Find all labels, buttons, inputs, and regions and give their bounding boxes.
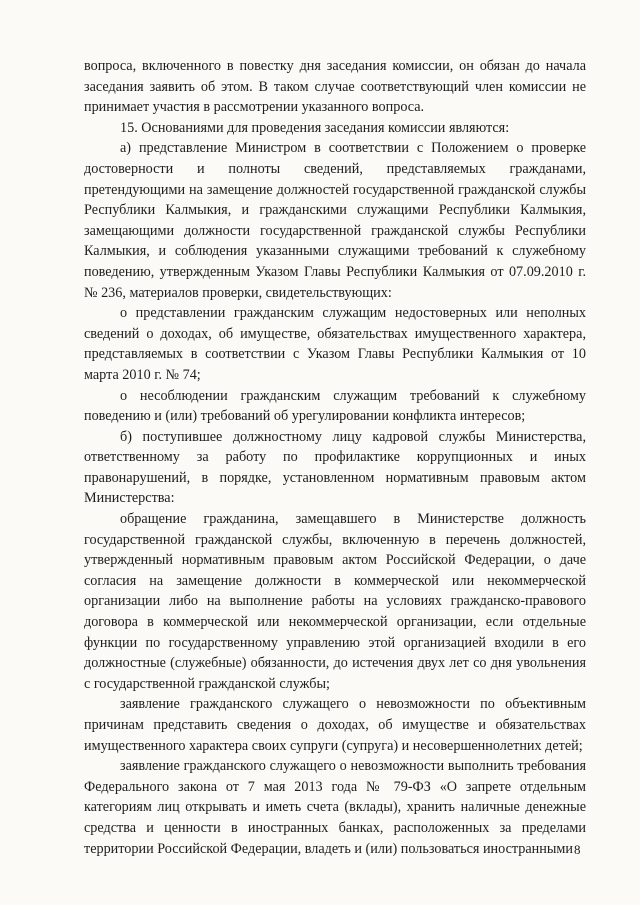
paragraph-item-b-3: заявление гражданского служащего о невозможности выполнить требования Федерального закона от 7 мая 2013 года № 79-ФЗ «О запрете отдельным категориям лиц открывать и иметь счета (вклады), хранить наличные денежные средства и ценности в иностранных банках, расположенных за пределами территории Российской Федерации, владеть и (или) пользоваться иностранными <box>84 758 586 857</box>
paragraph-section-15: 15. Основаниями для проведения заседания комиссии являются: <box>120 119 510 136</box>
page-number: 8 <box>574 842 581 857</box>
paragraph-item-b-1: обращение гражданина, замещавшего в Министерстве должность государственной гражданской службы, включенную в перечень должностей, утвержденный нормативным правовым актом Российской Федерации, о даче согласия на замещение должности в коммерческой или некоммерческой организации либо на выполнение работы на условиях гражданско-правового договора в коммерческой или некоммерческой организации, если отдельные функции по государственному управлению этой организацией входили в его должностные (служебные) обязанности, до истечения двух лет со дня увольнения с государственной гражданской службы; <box>84 511 586 692</box>
paragraph-item-b-2: заявление гражданского служащего о невозможности по объективным причинам представить сведения о доходах, об имуществе и обязательствах имущественного характера своих супруги (супруга) и несовершеннолетних детей; <box>84 696 586 754</box>
paragraph-item-b: б) поступившее должностному лицу кадровой службы Министерства, ответственному за работу по профилактике коррупционных и иных правонарушений, в порядке, установленном нормативным правовым актом Министерства: <box>84 428 586 507</box>
paragraph-item-a: а) представление Министром в соответствии с Положением о проверке достоверности и полноты сведений, представляемых гражданами, претендующими на замещение должностей государственной гражданской службы Республики Калмыкия, и гражданскими служащими Республики Калмыкия, замещающими должности государственной гражданской службы Республики Калмыкия, и соблюдения указанными служащими требований к служебному поведению, утвержденным Указом Главы Республики Калмыкия от 07.09.2010 г. № 236, материалов проверки, свидетельствующих: <box>84 140 586 301</box>
document-body <box>84 56 586 859</box>
paragraph-item-a-2: о несоблюдении гражданским служащим требований к служебному поведению и (или) требований об урегулировании конфликта интересов; <box>84 387 586 425</box>
paragraph-continuation: вопроса, включенного в повестку дня заседания комиссии, он обязан до начала заседания заявить об этом. В таком случае соответствующий член комиссии не принимает участия в рассмотрении указанного вопроса. <box>84 58 586 116</box>
paragraph-item-a-1: о представлении гражданским служащим недостоверных или неполных сведений о доходах, об имуществе, обязательствах имущественного характера, представляемых в соответствии с Указом Главы Республики Калмыкия от 10 марта 2010 г. № 74; <box>84 305 586 383</box>
